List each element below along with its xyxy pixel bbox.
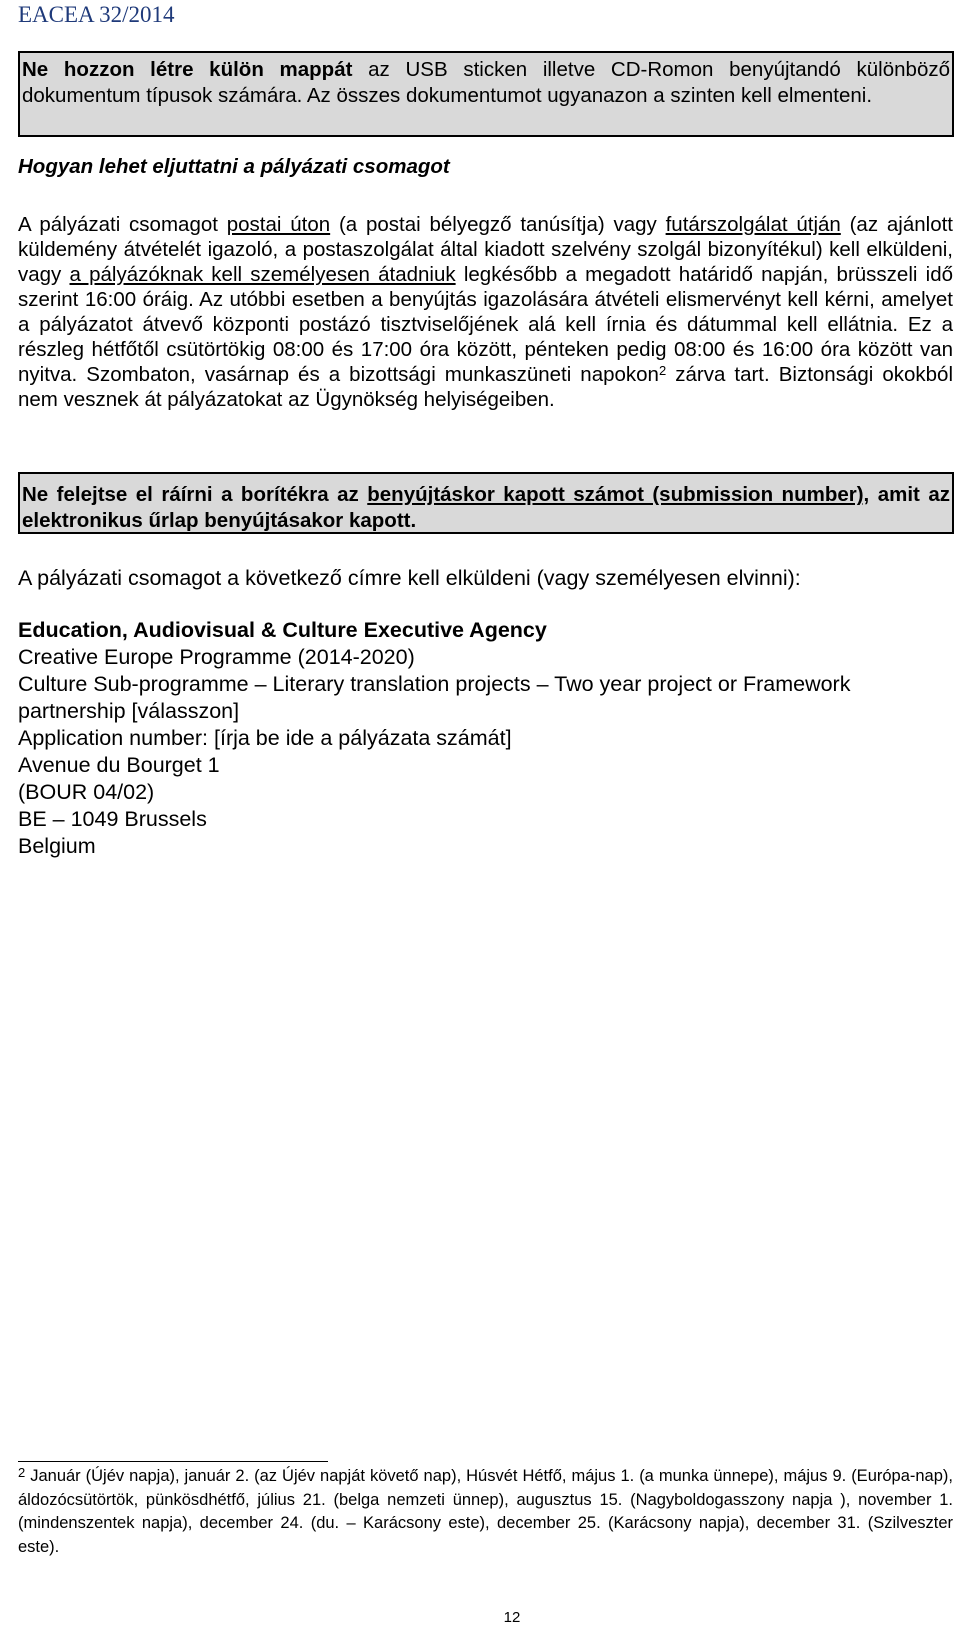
page-number: 12 [503, 1609, 521, 1626]
postal-link-text: postai úton [226, 213, 331, 236]
courier-link-text: futárszolgálat útján [665, 213, 841, 236]
para-text-5: zárva tart. Biztonsági okokból nem vesznek át pályázatokat az Ügynökség helyiségeiben. [18, 363, 953, 411]
reminder-text-1: Ne felejtse el ráírni a borítékra az [22, 483, 368, 506]
address-line: (BOUR 04/02) [18, 780, 155, 804]
address-line: Belgium [18, 834, 96, 858]
address-intro: A pályázati csomagot a következő címre kell elküldeni (vagy személyesen elvinni): [18, 566, 801, 590]
address-block [18, 617, 953, 860]
footnote [18, 1465, 953, 1559]
document-header: EACEA 32/2014 [18, 2, 175, 27]
address-line: Culture Sub-programme – Literary translation projects – Two year project or Framework partnership [válasszon] [18, 672, 851, 723]
reminder-box [18, 472, 954, 534]
address-line: Avenue du Bourget 1 [18, 753, 220, 777]
agency-name: Education, Audiovisual & Culture Executive Agency [18, 618, 547, 642]
in-person-link-text: a pályázóknak kell személyesen átadniuk [69, 263, 456, 286]
notice-bold-text: Ne hozzon létre külön mappát [22, 58, 353, 81]
para-text-2: (a postai bélyegző tanúsítja) vagy [330, 213, 666, 236]
address-line: Application number: [írja be ide a pályázata számát] [18, 726, 512, 750]
notice-text: az USB sticken illetve CD-Romon benyújtandó különböző dokumentum típusok számára. Az összes dokumentumot ugyanazon a szinten kell elmenteni. [22, 58, 950, 107]
para-text-1: A pályázati csomagot [18, 213, 227, 236]
reminder-text-2: amit az elektronikus űrlap benyújtásakor kapott. [22, 483, 950, 532]
para-text-4: legkésőbb a megadott határidő napján, brüsszeli idő szerint 16:00 óráig. Az utóbbi esetben a benyújtás igazolására átvételi elismervényt kell kérni, amelyet a pályázatot átvevő központi postázó tisztviselőjének alá kell írnia és dátummal kell ellátnia. Ez a részleg hétfőtől csütörtökig 08:00 és 17:00 óra között, pénteken pedig 08:00 és 16:00 óra között van nyitva. Szombaton, vasárnap és a bizottsági munkaszüneti napokon [18, 263, 954, 386]
address-line: Creative Europe Programme (2014-2020) [18, 645, 415, 669]
footnote-text: Január (Újév napja), január 2. (az Újév napját követő nap), Húsvét Hétfő, május 1. (a munka ünnepe), május 9. (Európa-nap), áldozócsütörtök, pünkösdhétfő, július 21. (belga nemzeti ünnep), augusztus 15. (Nagyboldogasszony napja ), november 1. (mindenszentek napja), december 24. (du. – Karácsony este), december 25. (Karácsony napja), december 31. (Szilveszter este). [18, 1467, 953, 1556]
footnote-reference[interactable]: 2 [658, 363, 667, 378]
notice-box [18, 51, 954, 137]
footnote-separator [18, 1461, 328, 1462]
submission-paragraph [18, 212, 953, 412]
submission-number-text: benyújtáskor kapott számot (submission number), [367, 483, 870, 506]
section-heading: Hogyan lehet eljuttatni a pályázati csomagot [18, 155, 450, 178]
para-text-3: (az ajánlott küldemény átvételét igazoló, a postaszolgálat által kiadott szelvény szolgál bizonyítékul) kell elküldeni, vagy [18, 213, 953, 286]
address-line: BE – 1049 Brussels [18, 807, 207, 831]
footnote-marker: 2 [18, 1465, 26, 1480]
